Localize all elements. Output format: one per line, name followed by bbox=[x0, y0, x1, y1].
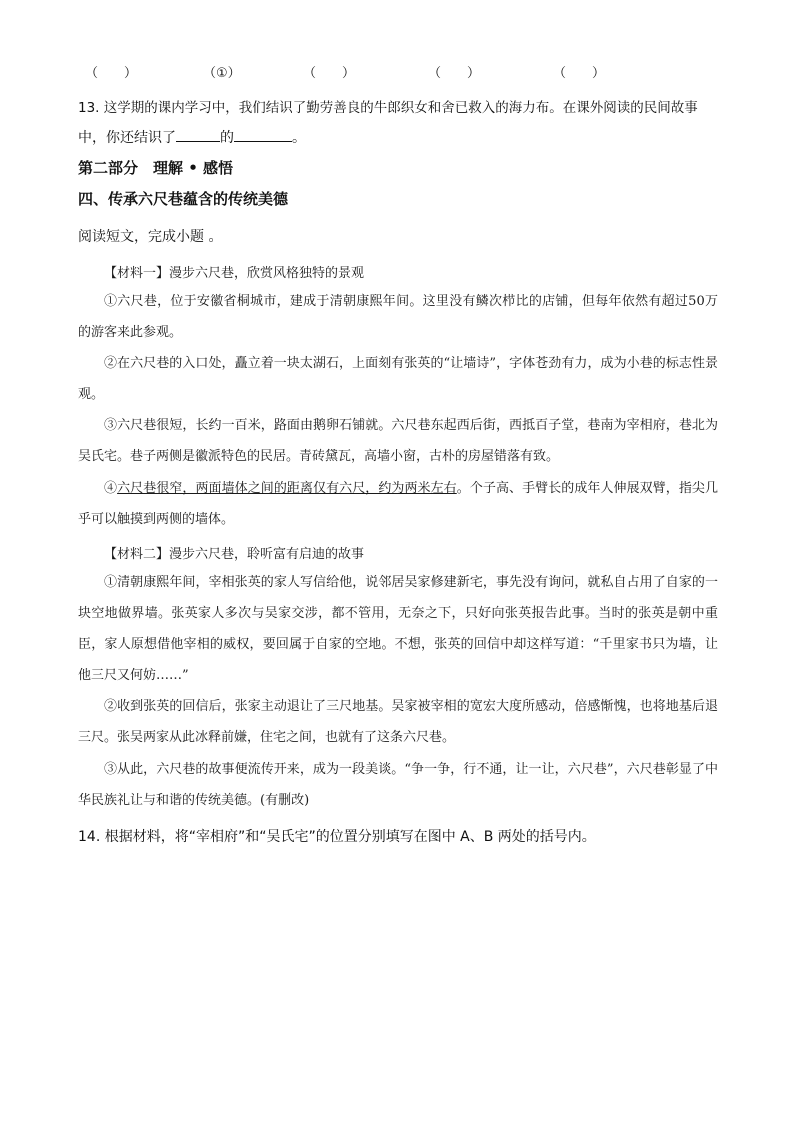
q13-text-a: 中，你还结识了 bbox=[78, 130, 176, 146]
p4-rest: 。个子高、手臂长的成年人伸展双臂，指尖几乎可以触摸到两侧的墙体。 bbox=[78, 481, 718, 527]
material-1-paragraph-4 bbox=[78, 473, 718, 535]
material-2-paragraph-2: ②收到张英的回信后，张家主动退让了三尺地基。吴家被宰相的宽宏大度所感动，倍感惭愧，也将地基后退三尺。张吴两家从此冰释前嫌，住宅之间，也就有了这条六尺巷。 bbox=[78, 699, 718, 745]
answer-bracket: （ ） bbox=[428, 66, 481, 81]
question-13-line-2 bbox=[78, 127, 306, 147]
q13-text-b: 的 bbox=[220, 130, 234, 146]
section-4-title: 四、传承六尺巷蕴含的传统美德 bbox=[78, 190, 289, 208]
material-2-heading: 【材料二】漫步六尺巷，聆听富有启迪的故事 bbox=[104, 547, 365, 562]
part-2-title: 第二部分 理解 • 感悟 bbox=[78, 159, 234, 177]
material-1-paragraph-3: ③六尺巷很短，长约一百米，路面由鹅卵石铺就。六尺巷东起西后街，西抵百子堂，巷南为宰相府，巷北为吴氏宅。巷子两侧是徽派特色的民居。青砖黛瓦，高墙小窗，古朴的房屋错落有致。 bbox=[78, 418, 718, 464]
question-13-line-1: 13. 这学期的课内学习中，我们结识了勤劳善良的牛郎织女和舍已救入的海力布。在课外阅读的民间故事 bbox=[78, 100, 698, 116]
material-1-paragraph-1: ①六尺巷，位于安徽省桐城市，建成于清朝康熙年间。这里没有鳞次栉比的店铺，但每年依然有超过50万的游客来此参观。 bbox=[78, 294, 718, 340]
q13-blank-1[interactable] bbox=[176, 129, 220, 142]
material-2-paragraph-3: ③从此，六尺巷的故事便流传开来，成为一段美谈。“争一争，行不通，让一让，六尺巷”，六尺巷彰显了中华民族礼让与和谐的传统美德。(有删改) bbox=[78, 762, 718, 808]
answer-bracket: （ ） bbox=[303, 66, 356, 81]
reading-instruction: 阅读短文，完成小题 。 bbox=[78, 229, 223, 245]
q13-text-c: 。 bbox=[292, 130, 306, 146]
underlined-sentence: 六尺巷很窄，两面墙体之间的距离仅有六尺，约为两米左右 bbox=[117, 481, 457, 496]
question-14: 14. 根据材料，将“宰相府”和“吴氏宅”的位置分别填写在图中 A、B 两处的括号内。 bbox=[78, 829, 596, 845]
answer-bracket: （ ） bbox=[553, 66, 606, 81]
p4-prefix: ④ bbox=[104, 481, 118, 496]
answer-bracket: （ ） bbox=[85, 66, 138, 81]
answer-bracket: （①） bbox=[203, 66, 241, 81]
q13-blank-2[interactable] bbox=[234, 129, 292, 142]
material-2-paragraph-1: ①清朝康熙年间，宰相张英的家人写信给他，说邻居吴家修建新宅，事先没有询问，就私自占用了自家的一块空地做界墙。张英家人多次与吴家交涉，都不管用，无奈之下，只好向张英报告此事。当时的张英是朝中重臣，家人原想借他宰相的威权，要回属于自家的空地。不想，张英的回信中却这样写道：“千里家书只为墙，让他三尺又何妨……” bbox=[78, 575, 718, 683]
material-1-heading: 【材料一】漫步六尺巷，欣赏风格独特的景观 bbox=[104, 266, 365, 281]
material-1-paragraph-2: ②在六尺巷的入口处，矗立着一块太湖石，上面刻有张英的“让墙诗”，字体苍劲有力，成为小巷的标志性景观。 bbox=[78, 356, 718, 402]
